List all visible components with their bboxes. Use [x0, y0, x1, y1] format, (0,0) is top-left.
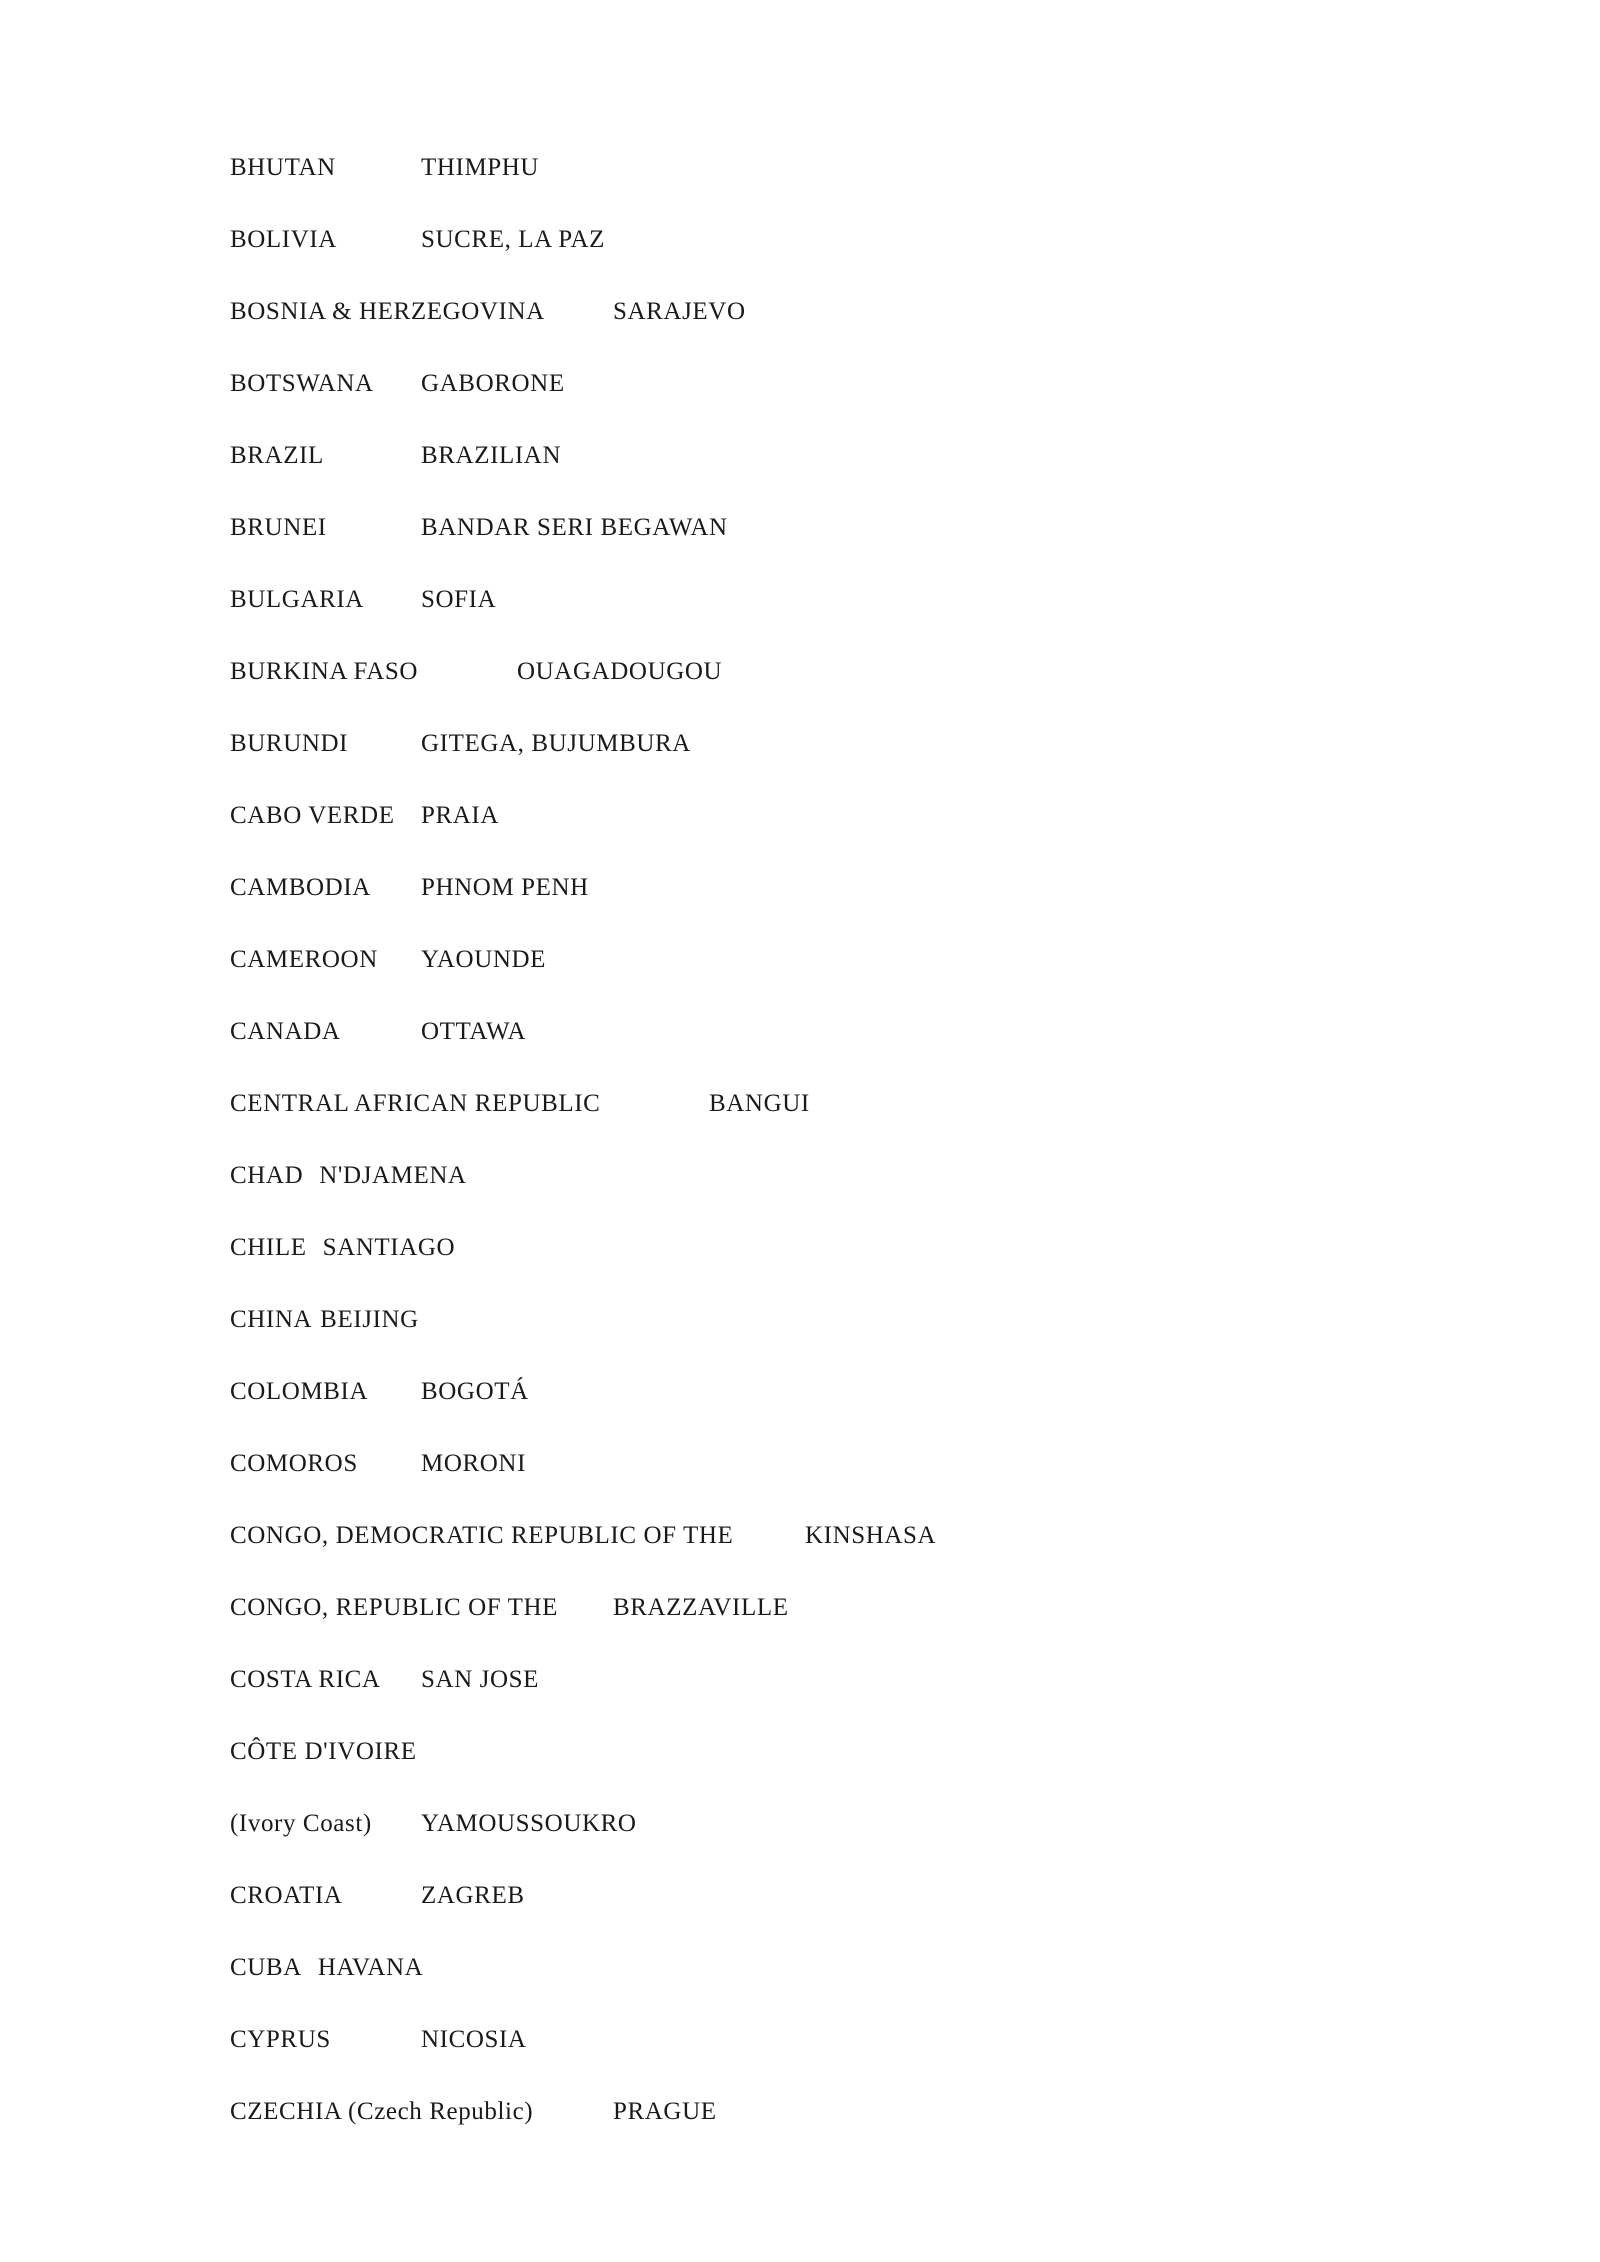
capital-name: BEIJING [320, 1306, 419, 1333]
country-name: CYPRUS [230, 2026, 331, 2053]
capital-name: YAOUNDE [421, 946, 547, 973]
list-item [230, 1017, 526, 1047]
country-name: CHAD [230, 1162, 304, 1189]
country-name: CHILE [230, 1234, 307, 1261]
country-name: BRUNEI [230, 514, 327, 541]
list-item [230, 1161, 467, 1191]
capital-name: OUAGADOUGOU [517, 658, 723, 685]
list-item [230, 729, 691, 759]
country-name: CABO VERDE [230, 802, 395, 829]
capital-name: SAN JOSE [421, 1666, 540, 1693]
country-name: COSTA RICA [230, 1666, 381, 1693]
list-item [230, 225, 605, 255]
list-item [230, 1377, 529, 1407]
country-name: (Ivory Coast) [230, 1810, 372, 1837]
country-name: COMOROS [230, 1450, 358, 1477]
capital-name: MORONI [421, 1450, 526, 1477]
country-name: BHUTAN [230, 154, 336, 181]
capital-name: YAMOUSSOUKRO [421, 1810, 637, 1837]
capital-name: SARAJEVO [613, 298, 746, 325]
country-name: BURUNDI [230, 730, 349, 757]
capital-name: HAVANA [317, 1954, 424, 1981]
list-item [230, 801, 499, 831]
list-item [230, 1089, 810, 1119]
list-item [230, 1593, 789, 1623]
capital-name: OTTAWA [421, 1018, 527, 1045]
capital-name: KINSHASA [805, 1522, 937, 1549]
list-item [230, 945, 546, 975]
country-name: CENTRAL AFRICAN REPUBLIC [230, 1090, 601, 1117]
country-name: CÔTE D'IVOIRE [230, 1738, 417, 1765]
country-name: BURKINA FASO [230, 658, 419, 685]
country-name: CUBA [230, 1954, 302, 1981]
country-name: BULGARIA [230, 586, 364, 613]
list-item [230, 1737, 417, 1767]
capital-name: GITEGA, BUJUMBURA [421, 730, 691, 757]
country-name: CAMEROON [230, 946, 378, 973]
capital-name: NICOSIA [421, 2026, 527, 2053]
country-name: CONGO, DEMOCRATIC REPUBLIC OF THE [230, 1522, 734, 1549]
list-item [230, 1953, 423, 1983]
country-name: CZECHIA (Czech Republic) [230, 2098, 534, 2125]
list-item [230, 1233, 455, 1263]
capital-name: N'DJAMENA [319, 1162, 467, 1189]
list-item [230, 657, 722, 687]
country-name: CAMBODIA [230, 874, 371, 901]
list-item [230, 1449, 526, 1479]
country-name: CONGO, REPUBLIC OF THE [230, 1594, 559, 1621]
capital-name: BRAZILIAN [421, 442, 562, 469]
list-item [230, 585, 496, 615]
country-name: BRAZIL [230, 442, 324, 469]
capital-name: PRAGUE [613, 2098, 717, 2125]
list-item [230, 513, 728, 543]
list-item [230, 1305, 419, 1335]
country-name: COLOMBIA [230, 1378, 369, 1405]
country-name: CROATIA [230, 1882, 343, 1909]
country-name: CANADA [230, 1018, 341, 1045]
list-item [230, 153, 539, 183]
capital-name: SUCRE, LA PAZ [421, 226, 606, 253]
capital-name: GABORONE [421, 370, 565, 397]
capital-name: BANGUI [709, 1090, 810, 1117]
list-item [230, 2097, 717, 2127]
capital-name: ZAGREB [421, 1882, 525, 1909]
list-item [230, 441, 561, 471]
list-item [230, 1521, 936, 1551]
capital-name: PHNOM PENH [421, 874, 589, 901]
list-item [230, 297, 746, 327]
country-name: BOLIVIA [230, 226, 337, 253]
country-name: BOTSWANA [230, 370, 374, 397]
list-item [230, 1809, 637, 1839]
capital-name: THIMPHU [421, 154, 540, 181]
list-item [230, 369, 565, 399]
capital-name: BOGOTÁ [421, 1378, 529, 1405]
country-name: CHINA [230, 1306, 313, 1333]
capital-name: PRAIA [421, 802, 500, 829]
list-item [230, 873, 589, 903]
capital-name: BRAZZAVILLE [613, 1594, 789, 1621]
capital-name: BANDAR SERI BEGAWAN [421, 514, 728, 541]
list-item [230, 2025, 527, 2055]
list-item [230, 1881, 525, 1911]
list-item [230, 1665, 539, 1695]
capital-name: SANTIAGO [322, 1234, 456, 1261]
capital-name: SOFIA [421, 586, 497, 613]
country-name: BOSNIA & HERZEGOVINA [230, 298, 545, 325]
